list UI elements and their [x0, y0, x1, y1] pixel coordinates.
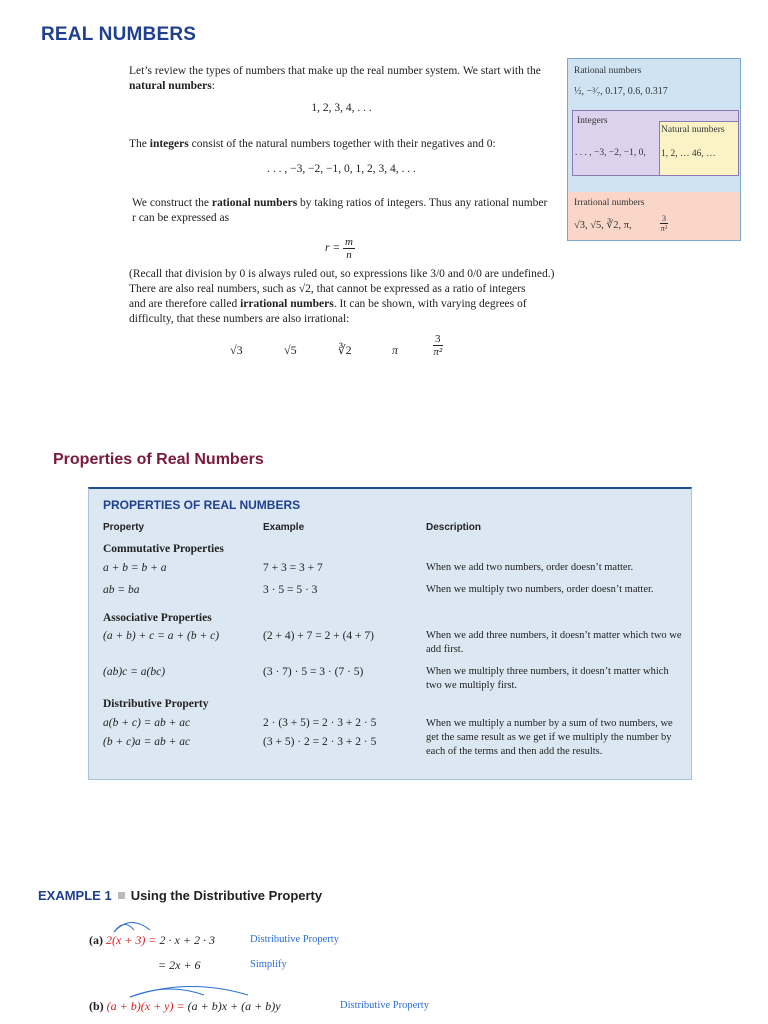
header-description: Description — [426, 522, 482, 533]
irrational-numbers-label: Irrational numbers — [574, 198, 645, 208]
table-row-description: When we multiply three numbers, it doesn’t matter which two we multiply first. — [426, 666, 669, 691]
group-associative: Associative Properties — [103, 612, 212, 624]
table-row-description: When we multiply two numbers, order doesn’t matter. — [426, 584, 654, 595]
example-a-note-2: Simplify — [250, 959, 287, 970]
table-row-property: (a + b) + c = a + (b + c) — [103, 630, 220, 642]
paragraph-line: difficulty, that these numbers are also irrational: — [129, 313, 350, 325]
fraction-denominator: π² — [660, 224, 668, 233]
fraction-numerator: 3 — [662, 214, 666, 223]
example-heading — [38, 888, 322, 903]
table-row-property: (ab)c = a(bc) — [103, 666, 166, 678]
table-row-example: 2 · (3 + 5) = 2 · 3 + 2 · 5 — [263, 717, 377, 729]
integers-term: integers — [149, 138, 189, 150]
intro-text: by taking ratios of integers. Thus any rational number r can be expressed as — [132, 197, 548, 224]
table-row-description: When we multiply a number by a sum of two numbers, we get the same result as we get if we multiply the number by each of the terms and then add the results. — [426, 718, 673, 757]
irrational-example-4: π — [392, 343, 399, 357]
fraction-numerator: m — [345, 236, 353, 248]
arrow-arc — [114, 924, 134, 932]
group-commutative: Commutative Properties — [103, 543, 224, 555]
part-label: (a) — [89, 933, 103, 947]
irrational-example-1: √3 — [230, 343, 243, 357]
page-title: REAL NUMBERS — [41, 24, 197, 45]
square-bullet-icon — [118, 892, 125, 899]
properties-table — [88, 487, 692, 780]
paragraph-line — [129, 297, 559, 312]
section-title: Properties of Real Numbers — [53, 451, 264, 468]
irrational-example-5 — [433, 333, 443, 358]
intro-text: . It can be shown, with varying degrees of — [333, 298, 527, 310]
integers-label: Integers — [577, 116, 608, 126]
integer-sequence: . . . , −3, −2, −1, 0, 1, 2, 3, 4, . . . — [267, 163, 416, 175]
three-over-pi-squared — [660, 214, 668, 233]
integers-region — [572, 110, 739, 176]
intro-text: We construct the — [132, 197, 209, 209]
table-row-example: (2 + 4) + 7 = 2 + (4 + 7) — [263, 630, 374, 642]
r-eq-lhs: r = — [325, 242, 341, 255]
example-b-line-1 — [89, 999, 281, 1014]
example-title: Using the Distributive Property — [130, 888, 323, 903]
intro-paragraph-4 — [129, 267, 559, 327]
irrational-example-2: √5 — [284, 343, 297, 357]
distribution-arrows-b — [108, 980, 288, 1000]
r-equation — [325, 236, 355, 261]
natural-numbers-values: 1, 2, … 46, … — [661, 149, 716, 159]
fraction-denominator: n — [346, 249, 352, 261]
intro-paragraph-2 — [129, 137, 559, 152]
fraction-denominator: π² — [433, 346, 443, 358]
header-property: Property — [103, 522, 145, 533]
intro-text: The — [129, 138, 147, 150]
table-row-example: (3 + 5) · 2 = 2 · 3 + 2 · 5 — [263, 736, 377, 748]
example-a-lhs: 2(x + 3) = — [106, 933, 157, 947]
intro-paragraph-3 — [132, 196, 554, 226]
intro-text: consist of the natural numbers together with their negatives and 0: — [191, 138, 496, 150]
irrational-frac — [660, 214, 668, 233]
natural-numbers-term: natural numbers — [129, 80, 212, 92]
table-row-example: (3 · 7) · 5 = 3 · (7 · 5) — [263, 666, 364, 678]
irrational-numbers-term: irrational numbers — [240, 298, 334, 310]
irrational-values: √3, √5, ∛2, π, — [574, 220, 632, 231]
intro-text-end: : — [211, 80, 215, 92]
part-label: (b) — [89, 999, 104, 1013]
header-example: Example — [263, 522, 305, 533]
table-row-description: When we add two numbers, order doesn’t matter. — [426, 562, 634, 573]
table-row-property: (b + c)a = ab + ac — [103, 736, 191, 748]
rational-numbers-term: rational numbers — [211, 197, 298, 209]
example-b-rhs: (a + b)x + (a + b)y — [187, 999, 281, 1013]
paragraph-line: There are also real numbers, such as √2, that cannot be expressed as a ratio of integers — [129, 283, 526, 295]
arrow-arc — [130, 989, 204, 997]
example-b-lhs: (a + b)(x + y) = — [106, 999, 185, 1013]
intro-text: and are therefore called — [129, 298, 238, 310]
table-row-property: a + b = b + a — [103, 562, 167, 574]
example-b-note: Distributive Property — [340, 1000, 429, 1011]
example-a-line-1 — [89, 933, 215, 948]
example-number: EXAMPLE 1 — [38, 888, 112, 903]
natural-sequence: 1, 2, 3, 4, . . . — [311, 102, 372, 114]
rational-numbers-label: Rational numbers — [574, 66, 642, 76]
intro-paragraph-1 — [129, 64, 554, 94]
intro-text: Let’s review the types of numbers that make up the real number system. We start with the — [129, 65, 541, 77]
table-title: PROPERTIES OF REAL NUMBERS — [103, 498, 301, 512]
rational-examples: ½, −³⁄₇, 0.17, 0.6, 0.317 — [574, 86, 668, 97]
example-a-rhs: 2 · x + 2 · 3 — [159, 933, 215, 947]
arrow-arc — [130, 986, 248, 997]
number-system-diagram — [567, 58, 741, 242]
table-row-example: 7 + 3 = 3 + 7 — [263, 562, 323, 574]
table-row-property: ab = ba — [103, 584, 140, 596]
fraction-numerator: 3 — [435, 333, 441, 345]
integers-values: . . . , −3, −2, −1, 0, — [575, 148, 646, 158]
m-over-n-fraction — [343, 236, 355, 261]
group-distributive: Distributive Property — [103, 698, 209, 710]
irrational-example-3: ∛2 — [338, 343, 352, 357]
paragraph-line: (Recall that division by 0 is always ruled out, so expressions like 3/0 and 0/0 are undefined.) — [129, 268, 555, 280]
table-row-example: 3 · 5 = 5 · 3 — [263, 584, 318, 596]
three-over-pi-squared — [433, 333, 443, 358]
natural-numbers-region — [659, 121, 739, 176]
example-a-line-2: = 2x + 6 — [158, 958, 201, 972]
rational-numbers-region — [567, 58, 741, 194]
table-row-description: When we add three numbers, it doesn’t matter which two we add first. — [426, 630, 682, 655]
natural-numbers-label: Natural numbers — [661, 125, 725, 135]
table-row-property: a(b + c) = ab + ac — [103, 717, 191, 729]
irrational-numbers-region — [567, 192, 741, 241]
example-a-note: Distributive Property — [250, 934, 339, 945]
